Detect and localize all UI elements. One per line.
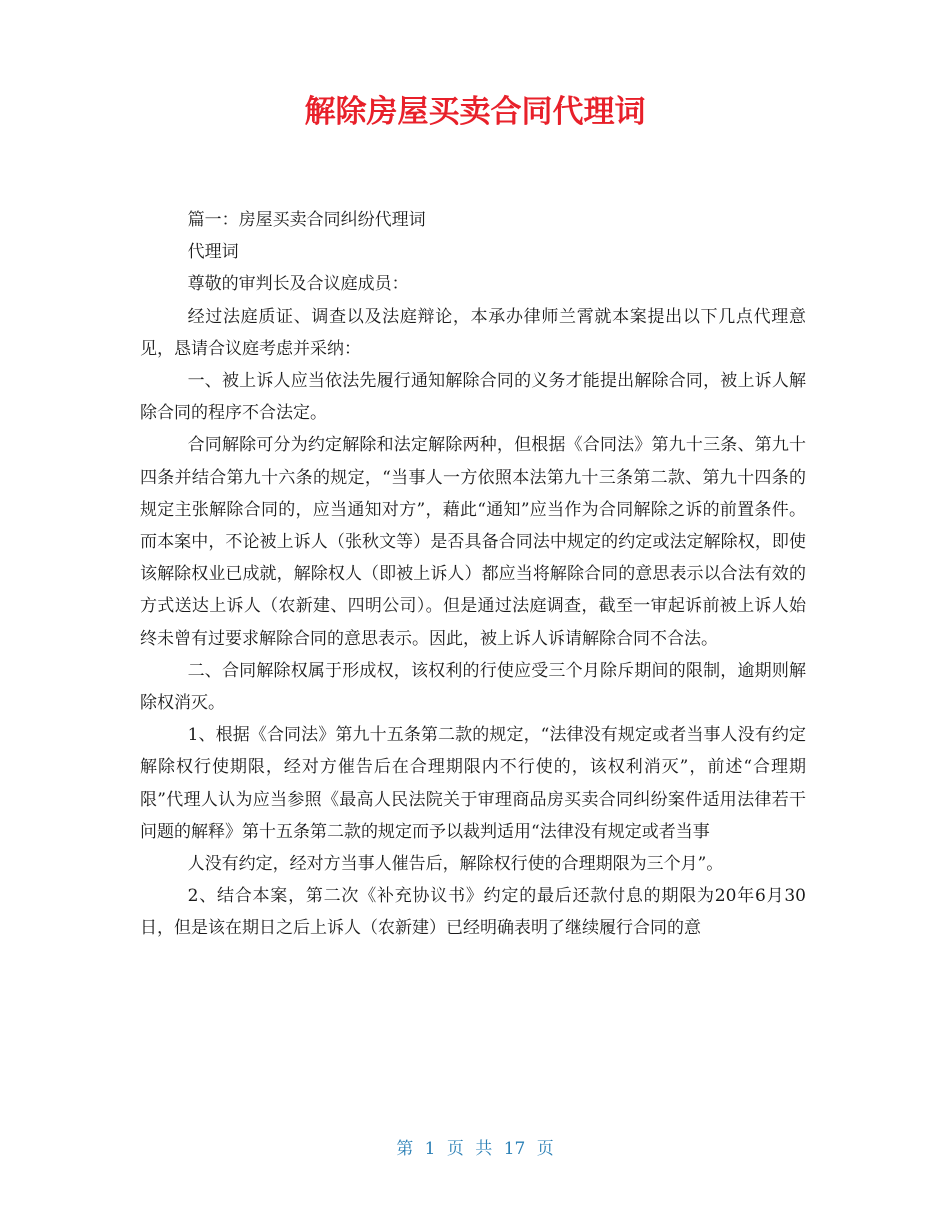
paragraph-point-two: 二、合同解除权属于形成权，该权利的行使应受三个月除斥期间的限制，逾期则解除权消灭。 bbox=[140, 660, 806, 714]
paragraph-point-two-item-1-cont: 人没有约定，经对方当事人催告后，解除权行使的合理期限为三个月”。 bbox=[187, 854, 724, 875]
paragraph-point-two-item-2: 2、结合本案，第二次《补充协议书》约定的最后还款付息的期限为20年6月30日，但是该在期日之后上诉人（农新建）已经明确表明了继续履行合同的意 bbox=[140, 886, 806, 939]
paragraph-subtitle: 代理词 bbox=[187, 242, 239, 263]
page-number-footer: 第 1 页 共 17 页 bbox=[396, 1139, 554, 1159]
document-title: 解除房屋买卖合同代理词 bbox=[304, 94, 646, 130]
paragraph-point-one: 一、被上诉人应当依法先履行通知解除合同的义务才能提出解除合同，被上诉人解除合同的程序不合法定。 bbox=[140, 371, 806, 424]
document-body bbox=[140, 204, 806, 945]
paragraph-point-two-item-1: 1、根据《合同法》第九十五条第二款的规定，“法律没有规定或者当事人没有约定解除权行使期限，经对方催告后在合理期限内不行使的，该权利消灭”，前述“合理期限”代理人认为应当参照《最高人民法院关于审理商品房买卖合同纠纷案件适用法律若干问题的解释》第十五条第二款的规定而予以裁判适用“法律没有规定或者当事 bbox=[140, 725, 806, 842]
paragraph-point-one-detail: 合同解除可分为约定解除和法定解除两种，但根据《合同法》第九十三条、第九十四条并结合第九十六条的规定，“当事人一方依照本法第九十三条第二款、第九十四条的规定主张解除合同的，应当通知对方”，藉此“通知”应当作为合同解除之诉的前置条件。而本案中，不论被上诉人（张秋文等）是否具备合同法中规定的约定或法定解除权，即使该解除权业已成就，解除权人（即被上诉人）都应当将解除合同的意思表示以合法有效的方式送达上诉人（农新建、四明公司）。但是通过法庭调查，截至一审起诉前被上诉人始终未曾有过要求解除合同的意思表示。因此，被上诉人诉请解除合同不合法。 bbox=[140, 435, 806, 649]
paragraph-salutation: 尊敬的审判长及合议庭成员： bbox=[187, 274, 409, 295]
paragraph-section-heading: 篇一：房屋买卖合同纠纷代理词 bbox=[187, 210, 426, 230]
paragraph-intro: 经过法庭质证、调查以及法庭辩论，本承办律师兰霄就本案提出以下几点代理意见，恳请合议庭考虑并采纳： bbox=[140, 306, 806, 359]
